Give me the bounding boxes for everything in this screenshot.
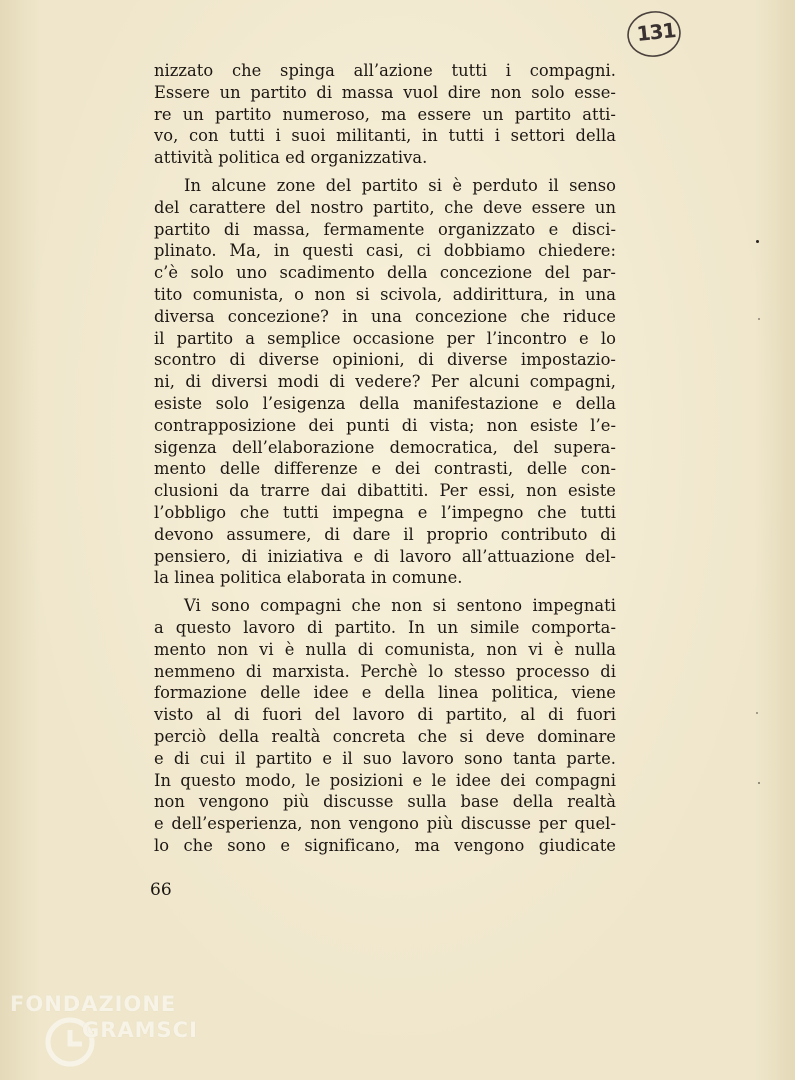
paragraph-2	[154, 175, 616, 589]
folio-number-text: 131	[635, 18, 677, 46]
text-line: Essere un partito di massa vuol dire non solo esse-	[154, 82, 616, 102]
text-line: Vi sono compagni che non si sentono impegnati	[184, 596, 616, 616]
body-text	[154, 60, 616, 863]
text-line: del carattere del nostro partito, che deve essere un	[154, 197, 616, 217]
text-line: e di cui il partito e il suo lavoro sono tanta parte.	[154, 748, 616, 768]
ink-speck	[758, 782, 760, 784]
text-line: sigenza dell’elaborazione democratica, del supera-	[154, 437, 616, 457]
text-line: tito comunista, o non si scivola, addirittura, in una	[154, 284, 616, 304]
text-line: perciò della realtà concreta che si deve dominare	[154, 726, 616, 746]
text-line: In alcune zone del partito si è perduto il senso	[184, 175, 616, 195]
text-line: mento delle differenze e dei contrasti, delle con-	[154, 459, 616, 479]
page-number: 66	[150, 880, 172, 900]
text-line: l’obbligo che tutti impegna e l’impegno che tutti	[154, 502, 616, 522]
text-line: il partito a semplice occasione per l’incontro e lo	[154, 328, 616, 348]
ink-speck	[758, 318, 760, 320]
text-line: non vengono più discusse sulla base della realtà	[154, 792, 616, 812]
text-line: a questo lavoro di partito. In un simile comporta-	[154, 617, 616, 637]
text-line: vo, con tutti i suoi militanti, in tutti i settori della	[154, 126, 616, 146]
text-line: la linea politica elaborata in comune.	[154, 568, 463, 588]
watermark-line-2: GRAMSCI	[82, 1018, 198, 1042]
text-line: attività politica ed organizzativa.	[154, 148, 428, 168]
text-line: In questo modo, le posizioni e le idee dei compagni	[154, 770, 616, 790]
ink-speck	[756, 240, 759, 243]
text-line: mento non vi è nulla di comunista, non vi è nulla	[154, 639, 616, 659]
text-line: formazione delle idee e della linea politica, viene	[154, 683, 616, 703]
archive-watermark	[10, 992, 210, 1072]
text-line: devono assumere, di dare il proprio contributo di	[154, 524, 616, 544]
watermark-line-1: FONDAZIONE	[10, 992, 177, 1016]
text-line: partito di massa, fermamente organizzato e disci-	[154, 219, 616, 239]
text-line: esiste solo l’esigenza della manifestazione e della	[154, 393, 616, 413]
text-line: pensiero, di iniziativa e di lavoro all’attuazione del-	[154, 546, 616, 566]
paragraph-3	[154, 595, 616, 857]
handwritten-folio-number	[624, 8, 684, 60]
text-line: clusioni da trarre dai dibattiti. Per essi, non esiste	[154, 481, 616, 501]
text-line: diversa concezione? in una concezione che riduce	[154, 306, 616, 326]
paragraph-1	[154, 60, 616, 169]
text-line: nizzato che spinga all’azione tutti i compagni.	[154, 61, 616, 80]
text-line: lo che sono e significano, ma vengono giudicate	[154, 835, 616, 855]
text-line: visto al di fuori del lavoro di partito, al di fuori	[154, 705, 616, 725]
text-line: plinato. Ma, in questi casi, ci dobbiamo chiedere:	[154, 241, 616, 261]
text-line: scontro di diverse opinioni, di diverse impostazio-	[154, 350, 616, 370]
text-line: contrapposizione dei punti di vista; non esiste l’e-	[154, 415, 616, 435]
text-line: nemmeno di marxista. Perchè lo stesso processo di	[154, 661, 616, 681]
text-line: re un partito numeroso, ma essere un partito atti-	[154, 104, 616, 124]
text-line: c’è solo uno scadimento della concezione del par-	[154, 263, 616, 283]
ink-speck	[756, 712, 758, 714]
text-line: e dell’esperienza, non vengono più discusse per quel-	[154, 814, 616, 834]
text-line: ni, di diversi modi di vedere? Per alcuni compagni,	[154, 372, 616, 392]
